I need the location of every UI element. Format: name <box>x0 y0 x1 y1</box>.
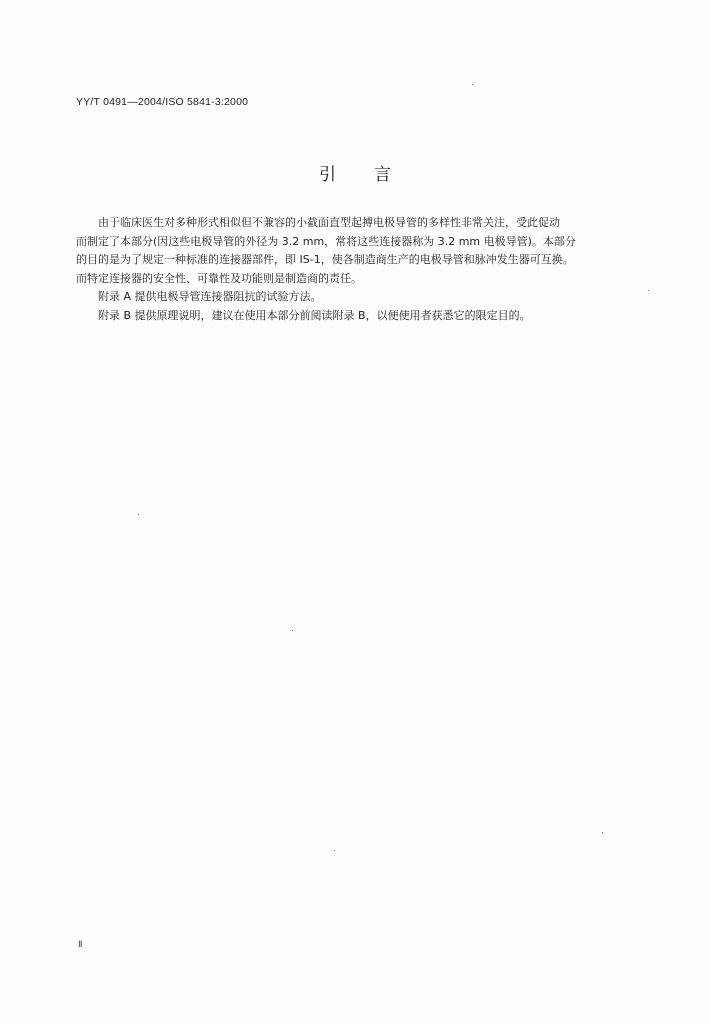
scan-speck <box>334 850 335 851</box>
paragraph-1-line-1: 由于临床医生对多种形式相似但不兼容的小截面直型起搏电极导管的多样性非常关注，受此促动 <box>98 216 560 229</box>
scan-speck <box>292 630 293 631</box>
scan-speck <box>138 514 139 515</box>
paragraph-1-line-4: 而特定连接器的安全性、可靠性及功能则是制造商的责任。 <box>76 271 362 285</box>
paragraph-1-line-2: 而制定了本部分(因这些电极导管的外径为 3.2 mm，常将这些连接器称为 3.2 mm 电极导管)。本部分 <box>76 234 576 248</box>
standard-code-header: YY/T 0491—2004/ISO 5841-3:2000 <box>76 96 249 108</box>
paragraph-1-line-3: 的目的是为了规定一种标准的连接器部件，即 IS-1，使各制造商生产的电极导管和脉冲发生器可互换。 <box>76 253 574 267</box>
paragraph-2 <box>76 288 636 307</box>
scan-speck <box>472 84 473 85</box>
paragraph-2-line-1: 附录 A 提供电极导管连接器阻抗的试验方法。 <box>98 290 322 304</box>
scan-speck <box>648 290 649 291</box>
paragraph-3-line-1: 附录 B 提供原理说明，建议在使用本部分前阅读附录 B，以便使用者获悉它的限定目的。 <box>98 308 531 322</box>
body-text <box>76 214 636 326</box>
paragraph-1 <box>76 214 636 233</box>
scan-speck <box>602 832 603 833</box>
paragraph-3 <box>76 307 636 326</box>
page-number: Ⅱ <box>78 940 83 950</box>
section-title: 引言 <box>319 165 429 185</box>
